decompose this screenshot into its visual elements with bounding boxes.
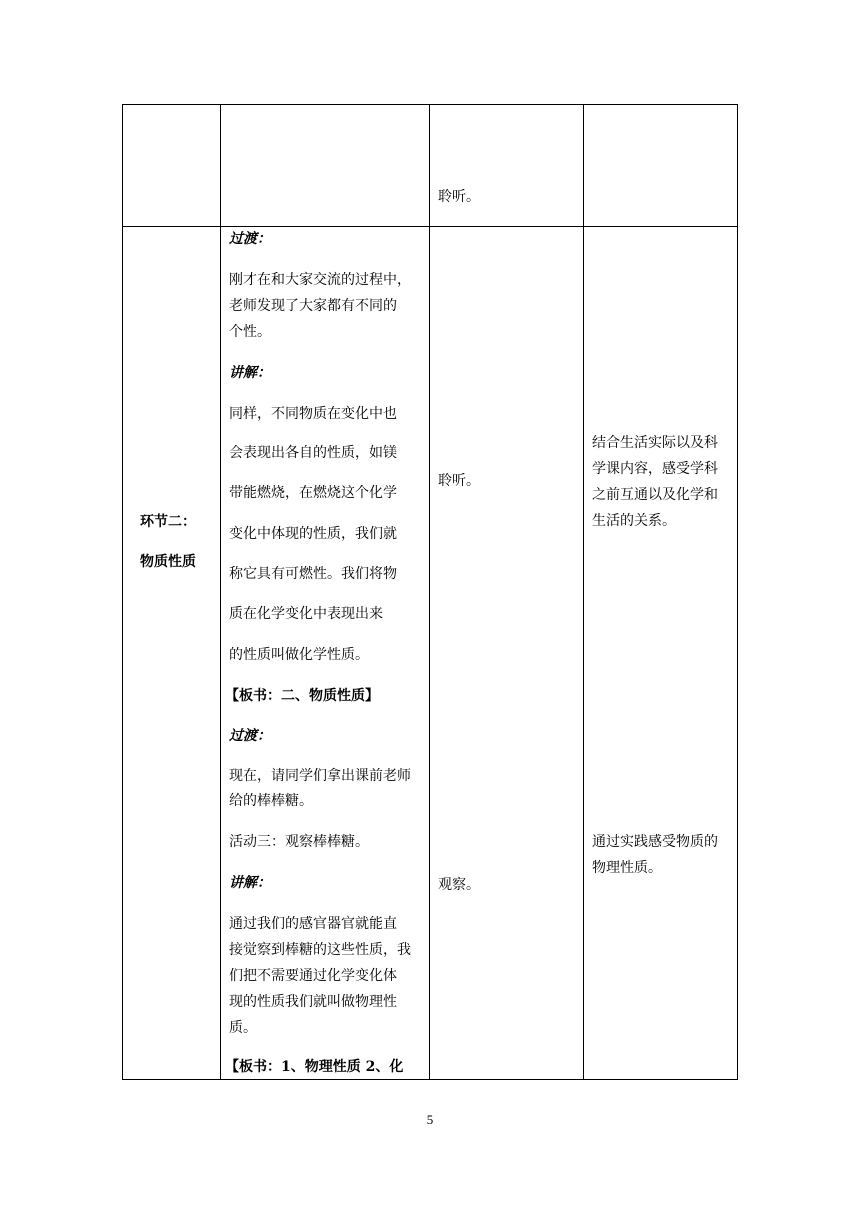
intent-text-2a: 通过实践感受物质的 <box>592 834 718 850</box>
transition-text-2b: 给的棒棒糖。 <box>229 793 313 809</box>
student-listen: 聆听。 <box>438 473 480 489</box>
table-top-border <box>122 104 738 105</box>
explain-text-1b: 会表现出各自的性质，如镁 <box>229 445 397 461</box>
explain-text-2c: 们把不需要通过化学变化体 <box>229 968 397 984</box>
explain-text-1d: 变化中体现的性质，我们就 <box>229 526 397 542</box>
explain-text-2d: 现的性质我们就叫做物理性 <box>229 994 397 1010</box>
row1-student-activity: 聆听。 <box>438 189 480 205</box>
transition-text-1b: 老师发现了大家都有不同的 <box>229 298 397 314</box>
col-border-right <box>737 104 738 1080</box>
board-note-1: 【板书：二、物质性质】 <box>225 688 379 704</box>
activity-three: 活动三：观察棒棒糖。 <box>229 834 369 850</box>
col-border-1 <box>220 104 221 1080</box>
explain-text-1g: 的性质叫做化学性质。 <box>229 647 369 663</box>
explain-text-2a: 通过我们的感官器官就能直 <box>229 916 397 932</box>
row-divider <box>122 226 738 227</box>
explain-text-2b: 接觉察到棒糖的这些性质，我 <box>229 942 411 958</box>
col-border-left <box>122 104 123 1080</box>
section-title-line2: 物质性质 <box>140 554 196 570</box>
intent-text-1b: 学课内容，感受学科 <box>592 461 718 477</box>
intent-text-1d: 生活的关系。 <box>592 513 676 529</box>
transition-text-1a: 刚才在和大家交流的过程中， <box>229 272 411 288</box>
transition-text-1c: 个性。 <box>229 324 271 340</box>
explain-text-1c: 带能燃烧，在燃烧这个化学 <box>229 485 397 501</box>
transition-label-1: 过渡： <box>229 231 271 247</box>
page-number: 5 <box>426 1112 434 1127</box>
explain-label-2: 讲解： <box>229 875 271 891</box>
explain-text-1a: 同样，不同物质在变化中也 <box>229 406 397 422</box>
intent-text-2b: 物理性质。 <box>592 860 662 876</box>
board-note-2: 【板书：1、物理性质 2、化 <box>225 1059 404 1075</box>
explain-label-1: 讲解： <box>229 365 271 381</box>
intent-text-1c: 之前互通以及化学和 <box>592 487 718 503</box>
explain-text-1f: 质在化学变化中表现出来 <box>229 606 383 622</box>
explain-text-1e: 称它具有可燃性。我们将物 <box>229 566 397 582</box>
table-bottom-border <box>122 1079 738 1080</box>
intent-text-1a: 结合生活实际以及科 <box>592 435 718 451</box>
transition-label-2: 过渡： <box>229 728 271 744</box>
section-title-line1: 环节二： <box>140 514 196 530</box>
transition-text-2a: 现在，请同学们拿出课前老师 <box>229 768 411 784</box>
col-border-3 <box>583 104 584 1080</box>
student-observe: 观察。 <box>438 877 480 893</box>
col-border-2 <box>429 104 430 1080</box>
explain-text-2e: 质。 <box>229 1020 257 1036</box>
